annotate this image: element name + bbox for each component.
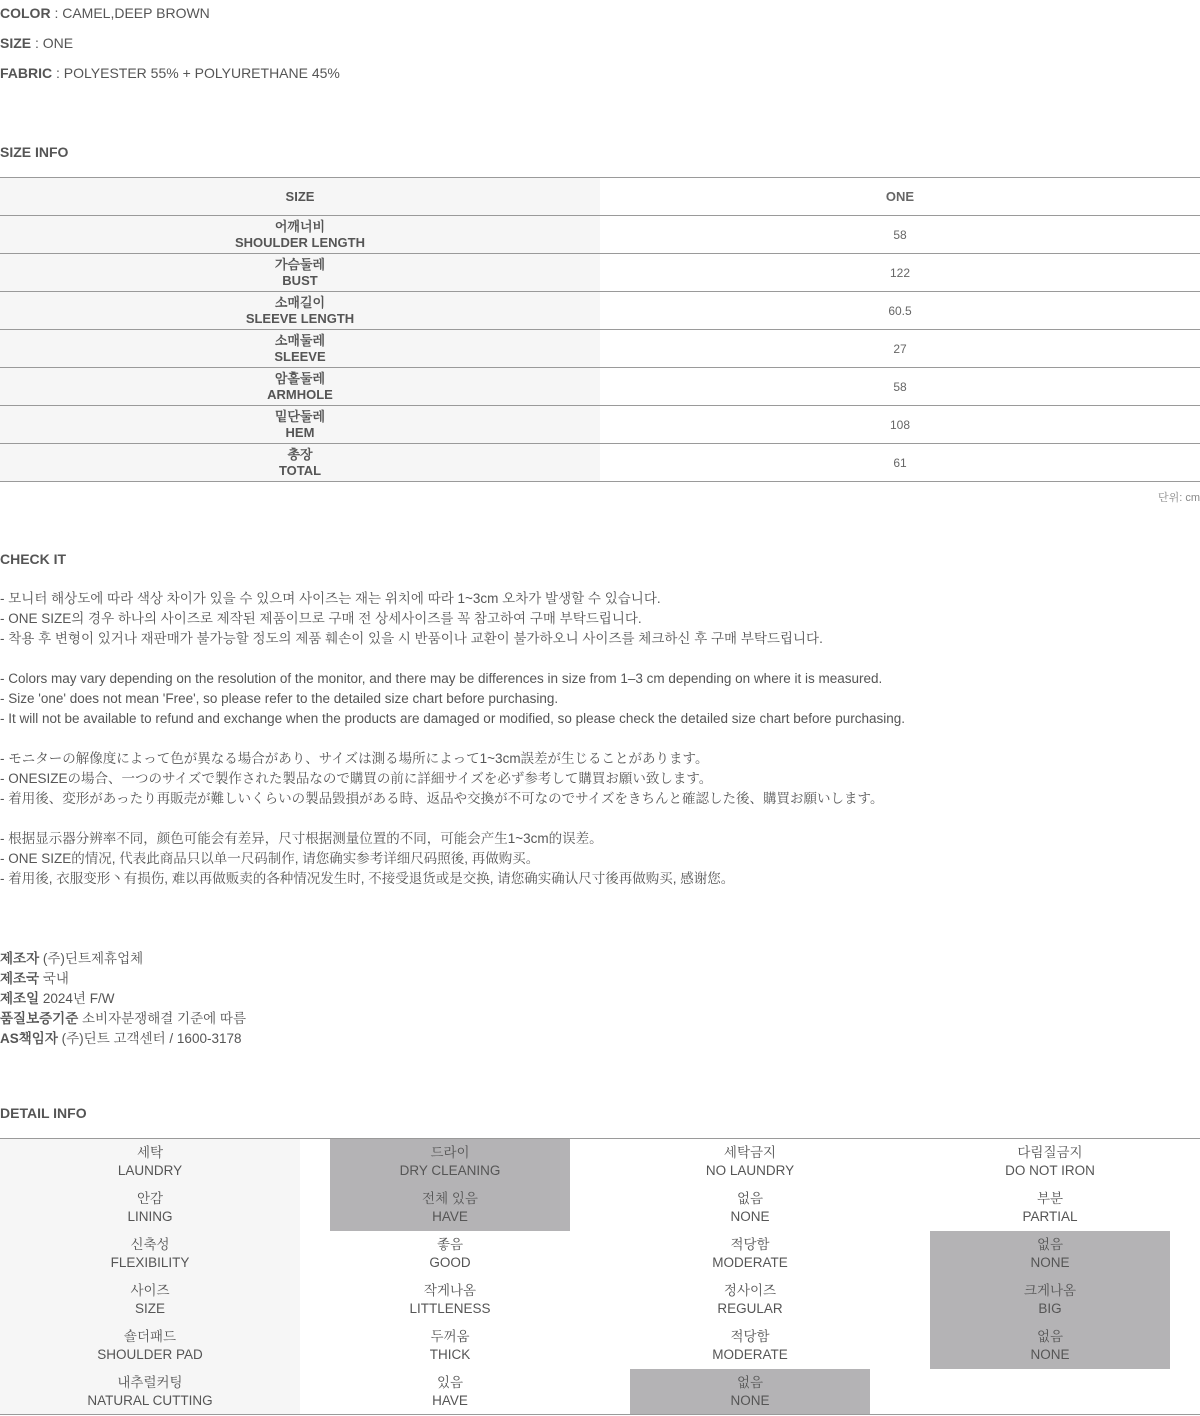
table-row — [0, 292, 1200, 330]
option-en: NONE — [1030, 1255, 1070, 1270]
check-line: - 着用後, 衣服变形丶有损伤, 难以再做贩卖的各种情况发生时, 不接受退货或是交换, 请您确实确认尺寸後再做购买, 感谢您。 — [0, 871, 735, 886]
option-ko: 전체 있음 — [422, 1191, 478, 1206]
option-ko: 좋음 — [436, 1237, 464, 1252]
option-en: DRY CLEANING — [399, 1163, 501, 1178]
option-ko: 없음 — [1036, 1329, 1064, 1344]
measure-label-ko: 밑단둘레 — [274, 408, 326, 424]
option-en: PARTIAL — [1022, 1209, 1078, 1224]
check-line: - 착용 후 변형이 있거나 재판매가 불가능할 정도의 제품 훼손이 있을 시 반품이나 교환이 불가하오니 사이즈를 체크하신 후 구매 부탁드립니다. — [0, 631, 823, 646]
detail-label-ko: 사이즈 — [130, 1283, 170, 1298]
option-ko: 크게나옴 — [1023, 1283, 1077, 1298]
size-spec — [0, 34, 73, 52]
measure-label — [0, 330, 600, 367]
detail-option — [630, 1185, 870, 1231]
detail-info-title: DETAIL INFO — [0, 1105, 87, 1121]
measure-label-en: BUST — [282, 272, 318, 288]
option-ko: 세탁금지 — [723, 1145, 777, 1160]
option-en: NONE — [1030, 1347, 1070, 1362]
detail-label-size — [0, 1277, 300, 1323]
spec-value: : CAMEL,DEEP BROWN — [50, 5, 210, 21]
option-ko: 적당함 — [730, 1329, 770, 1344]
detail-option — [930, 1323, 1170, 1369]
info-value: 2024년 F/W — [39, 991, 115, 1006]
measure-value: 108 — [889, 417, 911, 432]
option-en: THICK — [429, 1347, 471, 1362]
maker-info-line — [0, 1010, 246, 1028]
info-value: (주)딘트제휴업체 — [39, 951, 144, 966]
detail-option — [630, 1231, 870, 1277]
measure-label-en: ARMHOLE — [267, 386, 333, 402]
check-line: - 根据显示器分辨率不同，颜色可能会有差异，尺寸根据测量位置的不同，可能会产生1~3cm的误差。 — [0, 831, 603, 846]
detail-label-lining — [0, 1185, 300, 1231]
spec-key: COLOR — [0, 5, 51, 21]
measure-label-ko: 총장 — [287, 446, 313, 462]
option-en: BIG — [1038, 1301, 1062, 1316]
option-ko: 적당함 — [730, 1237, 770, 1252]
spec-key: SIZE — [0, 35, 32, 51]
detail-label-en: SHOULDER PAD — [97, 1347, 203, 1362]
detail-option — [630, 1277, 870, 1323]
measure-value: 58 — [893, 379, 907, 394]
detail-option — [330, 1277, 570, 1323]
option-en: HAVE — [432, 1209, 468, 1224]
detail-option — [330, 1185, 570, 1231]
detail-label-ko: 숄더패드 — [123, 1329, 177, 1344]
measure-label — [0, 368, 600, 405]
detail-option — [630, 1369, 870, 1415]
detail-option — [930, 1139, 1170, 1185]
size-table — [0, 177, 1200, 482]
info-key: 품질보증기준 — [0, 1011, 79, 1026]
option-en: DO NOT IRON — [1005, 1163, 1095, 1178]
detail-option — [330, 1323, 570, 1369]
check-line: - 모니터 해상도에 따라 색상 차이가 있을 수 있으며 사이즈는 재는 위치에 따라 1~3cm 오차가 발생할 수 있습니다. — [0, 591, 661, 606]
divider — [0, 1414, 1200, 1415]
option-ko: 작게나옴 — [423, 1283, 477, 1298]
fabric-spec — [0, 64, 340, 82]
option-ko: 두꺼움 — [430, 1329, 470, 1344]
option-en: NO LAUNDRY — [705, 1163, 795, 1178]
detail-label-ko: 세탁 — [136, 1145, 164, 1160]
option-en: MODERATE — [712, 1347, 788, 1362]
detail-label-shoulder-pad — [0, 1323, 300, 1369]
spec-value: : ONE — [31, 35, 74, 51]
detail-option — [330, 1231, 570, 1277]
detail-option — [630, 1139, 870, 1185]
detail-label-ko: 내추럴커팅 — [117, 1375, 183, 1390]
detail-label-laundry — [0, 1139, 300, 1185]
measure-label-ko: 가슴둘레 — [274, 256, 326, 272]
option-ko: 다림질금지 — [1017, 1145, 1083, 1160]
option-en: GOOD — [429, 1255, 471, 1270]
measure-label-ko: 소매둘레 — [274, 332, 326, 348]
option-en: REGULAR — [717, 1301, 783, 1316]
option-en: LITTLENESS — [409, 1301, 491, 1316]
color-spec — [0, 4, 210, 22]
info-key: 제조자 — [0, 951, 40, 966]
info-value: 국내 — [39, 971, 69, 986]
detail-option — [930, 1277, 1170, 1323]
table-row — [0, 444, 1200, 482]
measure-label-en: SLEEVE LENGTH — [245, 310, 355, 326]
detail-label-en: LAUNDRY — [117, 1163, 183, 1178]
option-ko: 있음 — [436, 1375, 464, 1390]
detail-label-natural-cutting — [0, 1369, 300, 1415]
measure-value: 61 — [893, 455, 907, 470]
spec-value: : POLYESTER 55% + POLYURETHANE 45% — [52, 65, 340, 81]
measure-label — [0, 216, 600, 253]
option-ko: 없음 — [736, 1375, 764, 1390]
size-header-value: ONE — [885, 189, 915, 204]
detail-label-en: NATURAL CUTTING — [87, 1393, 213, 1408]
measure-label-ko: 소매길이 — [274, 294, 326, 310]
maker-info-line — [0, 1030, 241, 1048]
table-row — [0, 368, 1200, 406]
measure-label — [0, 292, 600, 329]
info-key: 제조일 — [0, 991, 40, 1006]
detail-option — [330, 1139, 570, 1185]
measure-value: 60.5 — [888, 303, 912, 318]
detail-label-flexibility — [0, 1231, 300, 1277]
check-line: - It will not be available to refund and exchange when the products are damaged or modified, so please check the detailed size chart before purchasing. — [0, 711, 906, 726]
detail-option — [930, 1185, 1170, 1231]
measure-label — [0, 254, 600, 291]
unit-note: 단위: cm — [1157, 492, 1200, 504]
table-row — [0, 254, 1200, 292]
info-value: (주)딘트 고객센터 / 1600-3178 — [57, 1031, 242, 1046]
option-ko: 부분 — [1036, 1191, 1064, 1206]
detail-label-en: SIZE — [134, 1301, 165, 1316]
measure-value: 122 — [889, 265, 911, 280]
option-en: HAVE — [432, 1393, 468, 1408]
detail-label-ko: 안감 — [136, 1191, 164, 1206]
maker-info-line — [0, 970, 69, 988]
detail-label-en: LINING — [127, 1209, 173, 1224]
measure-label-ko: 암홀둘레 — [274, 370, 326, 386]
option-en: MODERATE — [712, 1255, 788, 1270]
size-info-title: SIZE INFO — [0, 144, 69, 160]
check-it-title: CHECK IT — [0, 551, 67, 567]
check-line: - ONE SIZE의 경우 하나의 사이즈로 제작된 제품이므로 구매 전 상세사이즈를 꼭 참고하여 구매 부탁드립니다. — [0, 611, 642, 626]
measure-label-en: TOTAL — [278, 462, 322, 478]
option-ko: 드라이 — [430, 1145, 470, 1160]
detail-option — [330, 1369, 570, 1415]
option-ko: 없음 — [736, 1191, 764, 1206]
check-line: - Size 'one' does not mean 'Free', so please refer to the detailed size chart before purchasing. — [0, 691, 559, 706]
measure-label — [0, 444, 600, 481]
option-ko: 없음 — [1036, 1237, 1064, 1252]
detail-option — [630, 1323, 870, 1369]
maker-info-line — [0, 990, 114, 1008]
table-row — [0, 330, 1200, 368]
check-line: - ONESIZEの場合、一つのサイズで製作された製品なので購買の前に詳細サイズを必ず参考して購買お願い致します。 — [0, 771, 713, 786]
detail-option — [930, 1231, 1170, 1277]
size-header-label: SIZE — [0, 178, 600, 215]
table-row — [0, 406, 1200, 444]
detail-label-en: FLEXIBILITY — [110, 1255, 190, 1270]
check-line: - 着用後、変形があったり再販売が難しいくらいの製品毀損がある時、返品や交換が不可なのでサイズをきちんと確認した後、購買お願いします。 — [0, 791, 884, 806]
option-en: NONE — [730, 1209, 770, 1224]
size-table-header — [0, 178, 1200, 216]
measure-label-ko: 어깨너비 — [274, 218, 326, 234]
maker-info-line — [0, 950, 143, 968]
detail-label-ko: 신축성 — [130, 1237, 170, 1252]
check-line: - モニターの解像度によって色が異なる場合があり、サイズは測る場所によって1~3cm誤差が生じることがあります。 — [0, 751, 709, 766]
spec-key: FABRIC — [0, 65, 53, 81]
info-value: 소비자분쟁해결 기준에 따름 — [78, 1011, 246, 1026]
measure-label-en: HEM — [285, 424, 315, 440]
option-en: NONE — [730, 1393, 770, 1408]
measure-label-en: SHOULDER LENGTH — [235, 234, 365, 250]
table-row — [0, 216, 1200, 254]
measure-value: 58 — [893, 227, 907, 242]
check-line: - ONE SIZE的情况, 代表此商品只以单一尺码制作, 请您确实参考详细尺码照後, 再做购买。 — [0, 851, 540, 866]
info-key: 제조국 — [0, 971, 40, 986]
measure-label — [0, 406, 600, 443]
info-key: AS책임자 — [0, 1031, 58, 1046]
check-line: - Colors may vary depending on the resolution of the monitor, and there may be differences in size from 1–3 cm depending on where it is measured. — [0, 671, 883, 686]
option-ko: 정사이즈 — [723, 1283, 777, 1298]
measure-label-en: SLEEVE — [274, 348, 326, 364]
measure-value: 27 — [893, 341, 907, 356]
